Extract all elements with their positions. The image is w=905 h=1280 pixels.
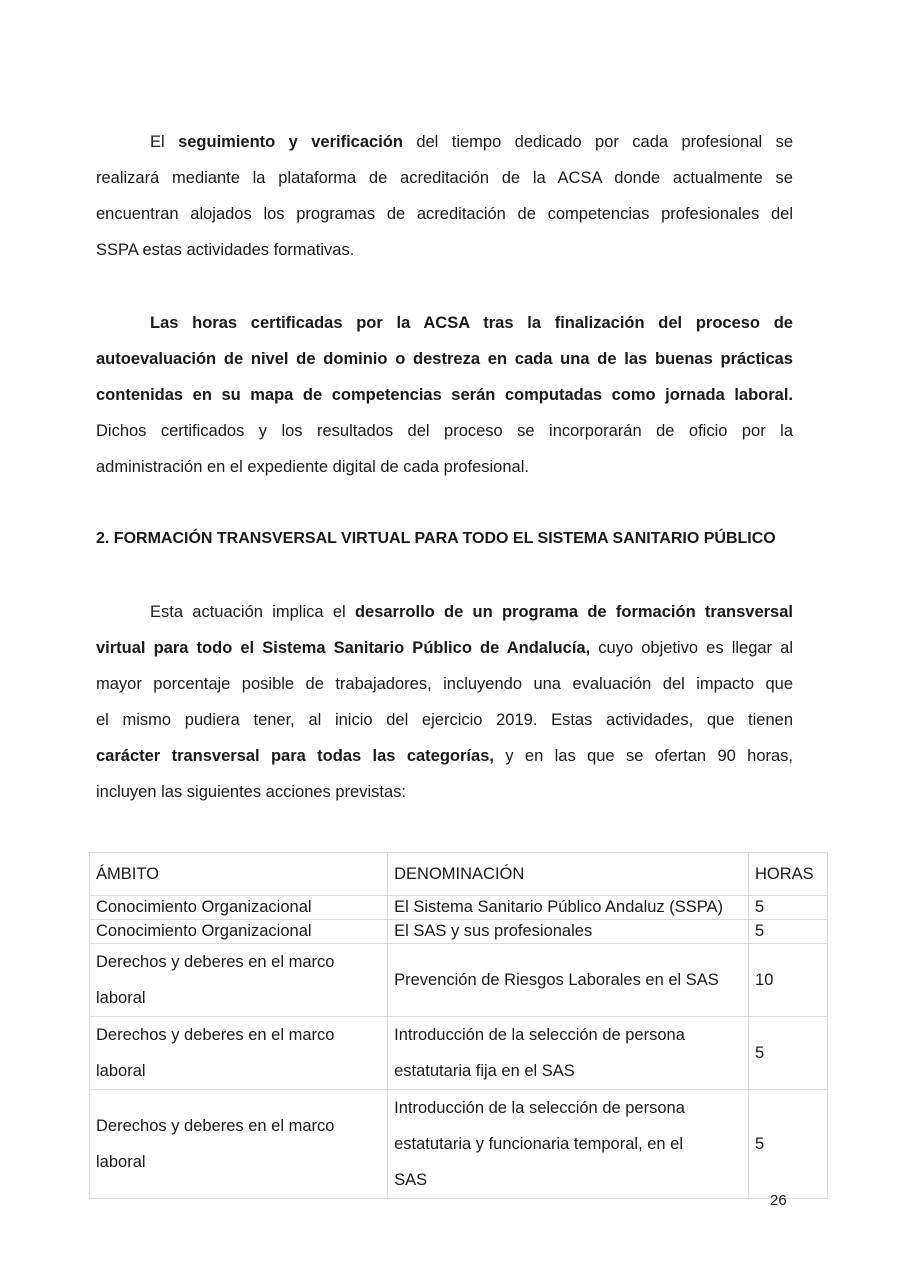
table-row — [90, 896, 828, 920]
paragraph-line: encuentran alojados los programas de acreditación de competencias profesionales del — [96, 205, 793, 223]
paragraph-line: SSPA estas actividades formativas. — [96, 241, 355, 259]
paragraph-line: administración en el expediente digital de cada profesional. — [96, 458, 529, 476]
cell-horas: 5 — [749, 920, 828, 944]
paragraph-line: Las horas certificadas por la ACSA tras la finalización del proceso de — [150, 314, 793, 332]
cell-horas: 10 — [749, 944, 828, 1017]
cell-ambito: Derechos y deberes en el marco laboral — [90, 1090, 388, 1199]
cell-denominacion: El Sistema Sanitario Público Andaluz (SSPA) — [388, 896, 749, 920]
table-header-row — [90, 853, 828, 896]
paragraph-line: Esta actuación implica el desarrollo de un programa de formación transversal — [150, 603, 793, 621]
cell-denominacion: Introducción de la selección de persona estatutaria y funcionaria temporal, en el SAS — [388, 1090, 749, 1199]
paragraph-line: incluyen las siguientes acciones previstas: — [96, 783, 406, 801]
cell-denominacion: Introducción de la selección de persona estatutaria fija en el SAS — [388, 1017, 749, 1090]
section-heading: 2. FORMACIÓN TRANSVERSAL VIRTUAL PARA TODO EL SISTEMA SANITARIO PÚBLICO — [96, 530, 776, 547]
paragraph-line: autoevaluación de nivel de dominio o destreza en cada una de las buenas prácticas — [96, 350, 793, 368]
page-number: 26 — [770, 1192, 787, 1209]
paragraph-line: carácter transversal para todas las categorías, y en las que se ofertan 90 horas, — [96, 747, 794, 765]
cell-ambito: Conocimiento Organizacional — [90, 896, 388, 920]
table-row — [90, 920, 828, 944]
cell-denominacion: Prevención de Riesgos Laborales en el SAS — [388, 944, 749, 1017]
cell-horas: 5 — [749, 1017, 828, 1090]
header-horas: HORAS — [749, 853, 828, 896]
cell-denominacion: El SAS y sus profesionales — [388, 920, 749, 944]
paragraph-line: virtual para todo el Sistema Sanitario Público de Andalucía, cuyo objetivo es llegar al — [96, 639, 793, 657]
cell-horas: 5 — [749, 896, 828, 920]
table-row — [90, 944, 828, 1017]
table-row — [90, 1017, 828, 1090]
paragraph-line: realizará mediante la plataforma de acreditación de la ACSA donde actualmente se — [96, 169, 793, 187]
table-row — [90, 1090, 828, 1199]
paragraph-line: El seguimiento y verificación del tiempo dedicado por cada profesional se — [150, 133, 793, 151]
paragraph-line: mayor porcentaje posible de trabajadores, incluyendo una evaluación del impacto que — [96, 675, 793, 693]
paragraph-line: el mismo pudiera tener, al inicio del ejercicio 2019. Estas actividades, que tienen — [96, 711, 793, 729]
header-ambito: ÁMBITO — [90, 853, 388, 896]
paragraph-actuacion — [96, 594, 793, 810]
paragraph-horas-certificadas — [96, 305, 793, 485]
paragraph-seguimiento — [96, 124, 793, 268]
header-denominacion: DENOMINACIÓN — [388, 853, 749, 896]
cell-ambito: Derechos y deberes en el marco laboral — [90, 1017, 388, 1090]
paragraph-line: contenidas en su mapa de competencias serán computadas como jornada laboral. — [96, 386, 793, 404]
cell-horas: 5 — [749, 1090, 828, 1199]
paragraph-line: Dichos certificados y los resultados del proceso se incorporarán de oficio por la — [96, 422, 793, 440]
cell-ambito: Conocimiento Organizacional — [90, 920, 388, 944]
cell-ambito: Derechos y deberes en el marco laboral — [90, 944, 388, 1017]
actions-table — [89, 852, 828, 1199]
